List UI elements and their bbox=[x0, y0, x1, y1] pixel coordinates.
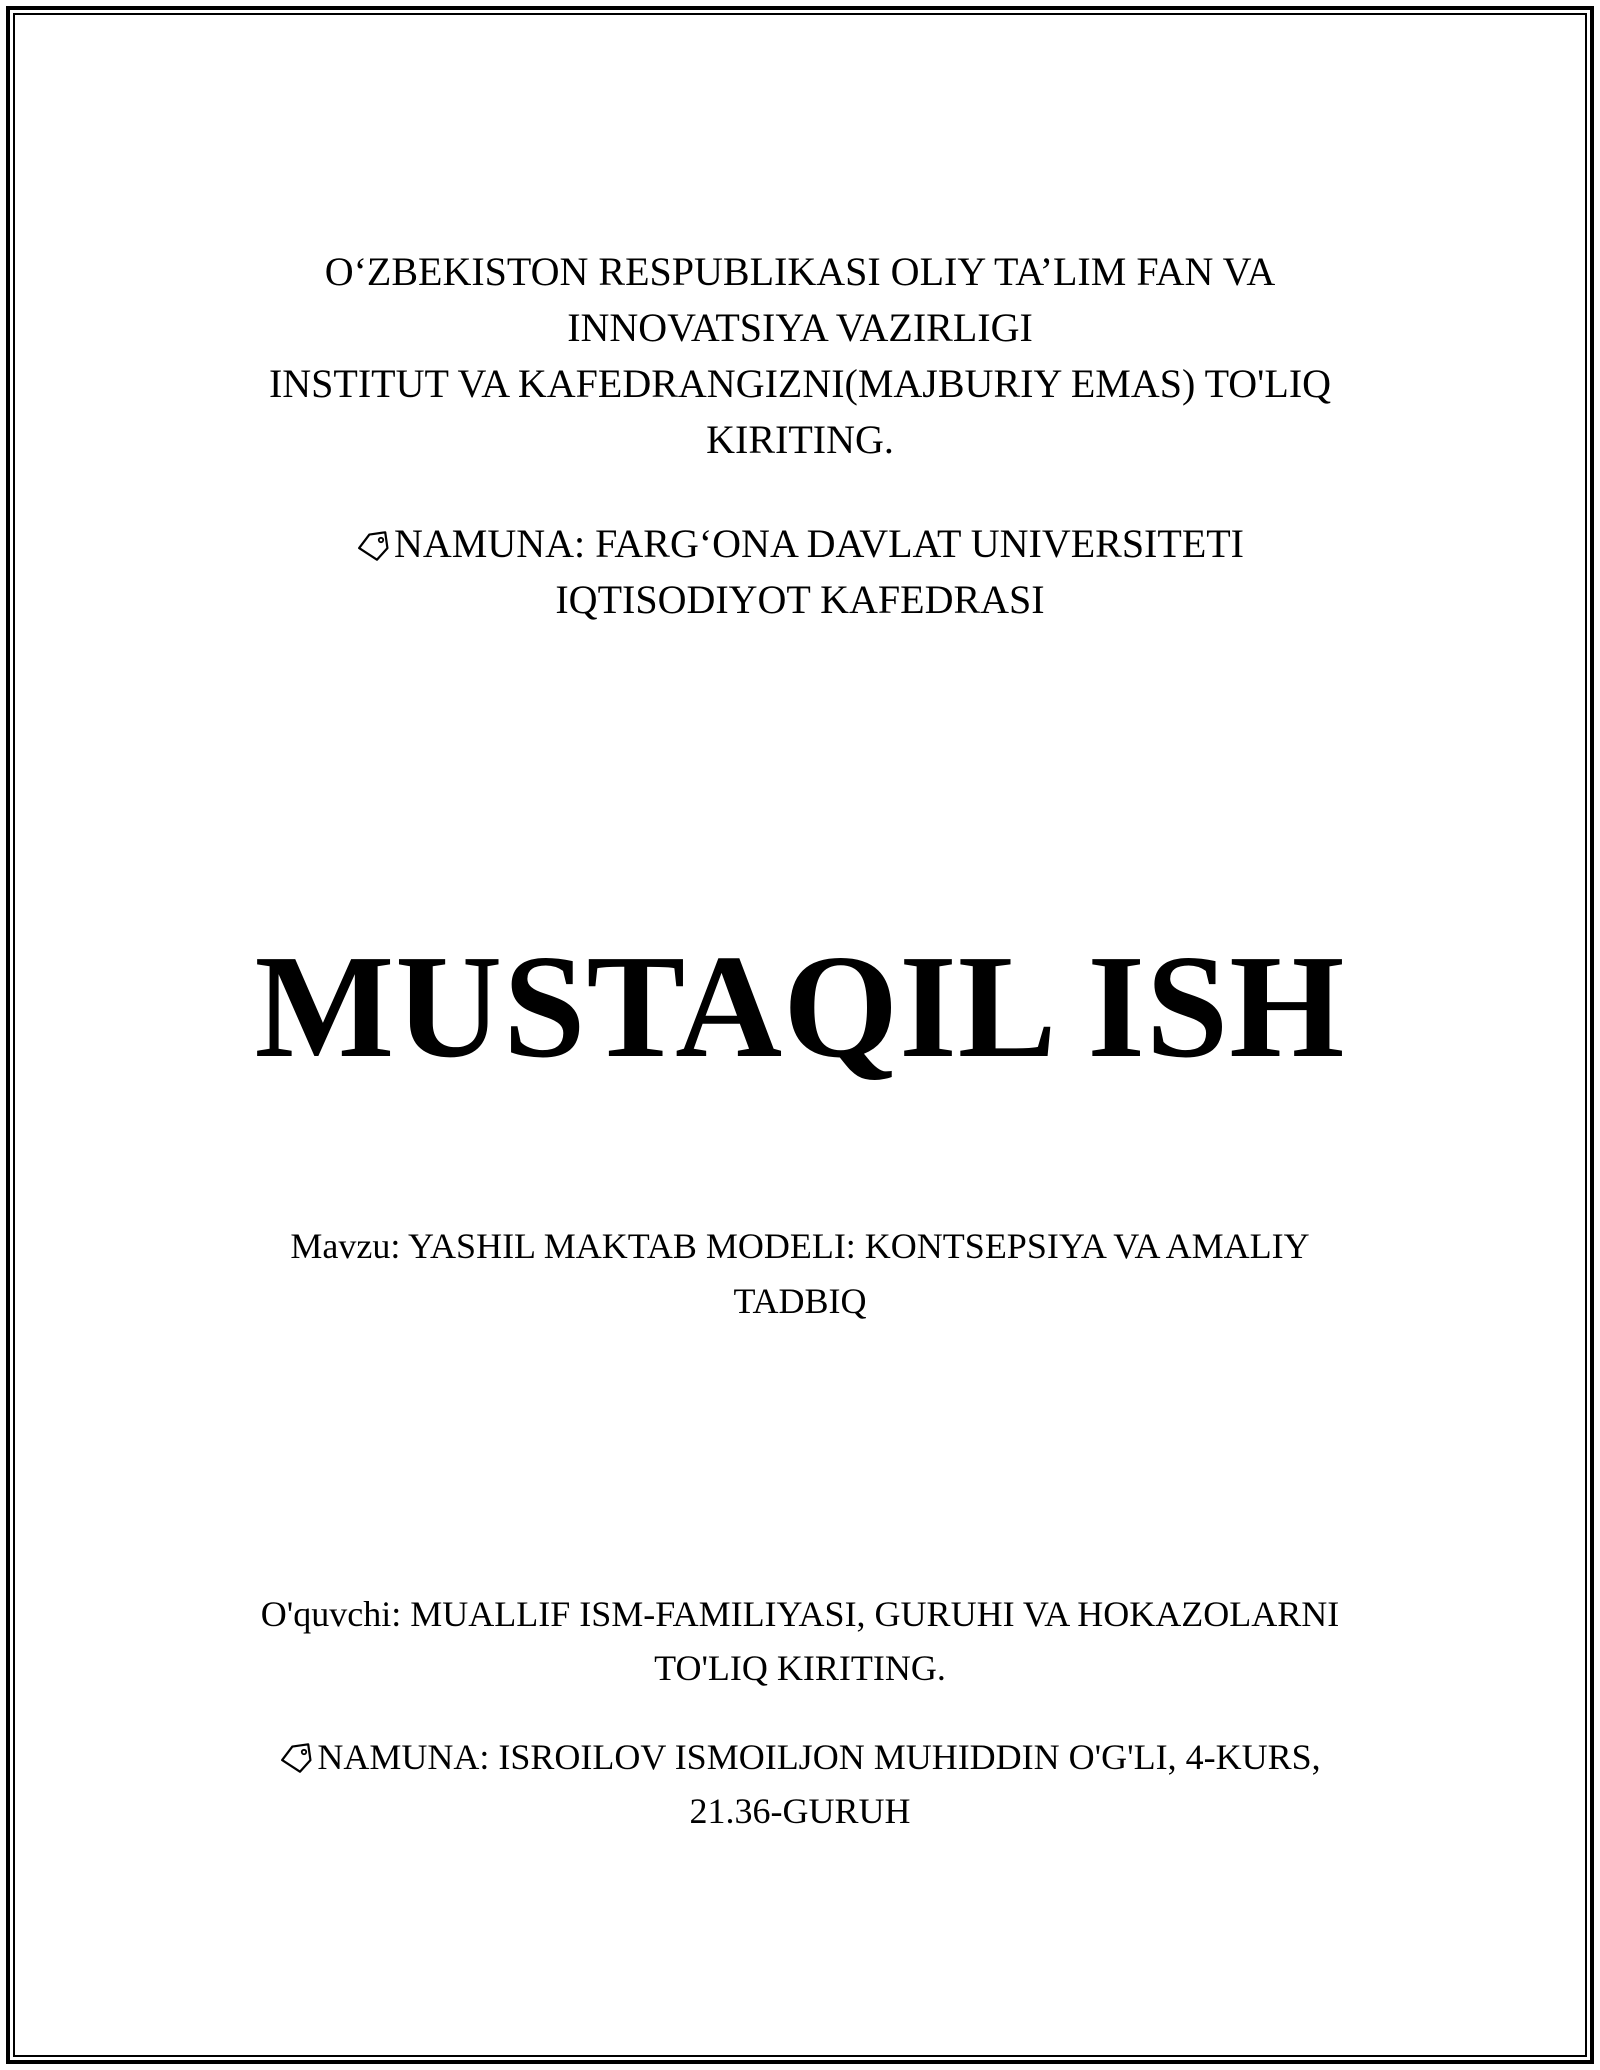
tag-icon bbox=[356, 531, 392, 561]
student-line-2: TO'LIQ KIRITING. bbox=[654, 1648, 946, 1688]
document-title: MUSTAQIL ISH bbox=[254, 925, 1346, 1089]
topic-line-2: TADBIQ bbox=[733, 1281, 867, 1321]
header-line-2: INNOVATSIYA VAZIRLIGI bbox=[567, 305, 1033, 350]
student-sample-line-2: 21.36-GURUH bbox=[689, 1791, 911, 1831]
institution-sample-line-2: IQTISODIYOT KAFEDRASI bbox=[555, 577, 1045, 622]
student-line-1: O'quvchi: MUALLIF ISM-FAMILIYASI, GURUHI VA HOKAZOLARNI bbox=[260, 1594, 1340, 1634]
institution-sample-line-1 bbox=[200, 516, 1400, 572]
header-line-3: INSTITUT VA KAFEDRANGIZNI(MAJBURIY EMAS) TO'LIQ bbox=[268, 361, 1332, 406]
student-sample-line-1 bbox=[200, 1730, 1400, 1784]
tag-icon bbox=[279, 1743, 315, 1773]
topic-line-1: Mavzu: YASHIL MAKTAB MODELI: KONTSEPSIYA VA AMALIY bbox=[290, 1226, 1310, 1266]
student-sample-text-1: NAMUNA: ISROILOV ISMOILJON MUHIDDIN O'G'LI, 4-KURS, bbox=[317, 1737, 1321, 1777]
institution-sample bbox=[200, 516, 1400, 628]
student-info bbox=[200, 1587, 1400, 1695]
header-line-4: KIRITING. bbox=[706, 417, 894, 462]
header-line-1: O‘ZBEKISTON RESPUBLIKASI OLIY TA’LIM FAN VA bbox=[324, 249, 1276, 294]
institution-sample-text-1: NAMUNA: FARG‘ONA DAVLAT UNIVERSITETI bbox=[394, 521, 1244, 566]
topic bbox=[200, 1219, 1400, 1329]
student-sample bbox=[200, 1730, 1400, 1838]
ministry-header bbox=[200, 244, 1400, 468]
